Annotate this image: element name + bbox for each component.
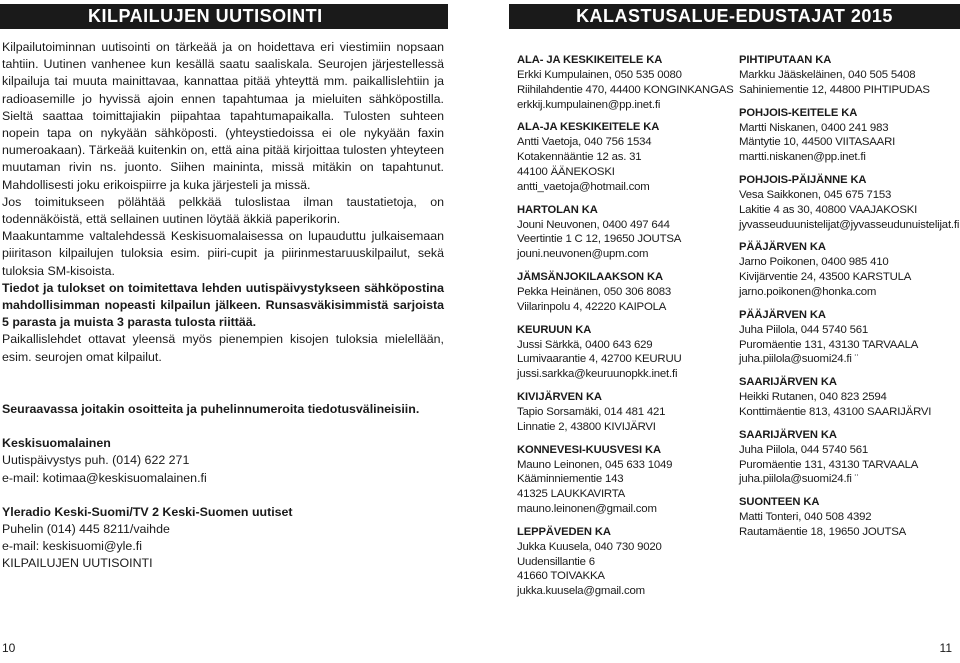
paragraph-bold: Tiedot ja tulokset on toimitettava lehden uutispäivystykseen sähköpostina mahdollisimman nopeasti kilpailun jälkeen. Runsasväkisimmistä sarjoista 5 parasta ja muista 3 parasta tulosta riittää. <box>2 280 444 330</box>
contact-line: Pekka Heinänen, 050 306 8083 <box>517 285 671 298</box>
contact-line: Linnatie 2, 43800 KIVIJÄRVI <box>517 420 656 433</box>
representative-entry <box>739 240 949 299</box>
contact-line: Mäntytie 10, 44500 VIITASAARI <box>739 136 896 149</box>
fishing-area-name: JÄMSÄNJOKILAAKSON KA <box>517 270 663 283</box>
representative-entry <box>517 270 727 315</box>
contact-line: jussi.sarkka@keuruunopkk.inet.fi <box>517 368 678 381</box>
contact-line: juha.piilola@suomi24.fi ¨ <box>739 473 859 486</box>
fishing-area-name: POHJOIS-PÄIJÄNNE KA <box>739 173 867 186</box>
representative-entry <box>517 390 727 435</box>
right-title-banner: KALASTUSALUE-EDUSTAJAT 2015 <box>509 4 960 29</box>
contact-line: Puromäentie 131, 43130 TARVAALA <box>739 458 919 471</box>
representative-entry <box>517 53 734 112</box>
contact-line: Jouni Neuvonen, 0400 497 644 <box>517 218 670 231</box>
representative-entry <box>739 428 949 487</box>
left-title-banner: KILPAILUJEN UUTISOINTI <box>0 4 448 29</box>
representatives-column-1 <box>517 53 734 607</box>
representative-entry <box>739 375 949 420</box>
contact-line: Jussi Särkkä, 0400 643 629 <box>517 338 653 351</box>
representative-entry <box>739 173 960 232</box>
fishing-area-name: KONNEVESI-KUUSVESI KA <box>517 443 661 456</box>
contact-line: Rautamäentie 18, 19650 JOUTSA <box>739 525 907 538</box>
contact-line: 41325 LAUKKAVIRTA <box>517 488 626 501</box>
contact-line: Heikki Rutanen, 040 823 2594 <box>739 391 887 404</box>
fishing-area-name: SAARIJÄRVEN KA <box>739 376 837 389</box>
contact-line: jukka.kuusela@gmail.com <box>517 585 645 598</box>
contact-line: Vesa Saikkonen, 045 675 7153 <box>739 188 892 201</box>
contact-line: 44100 ÄÄNEKOSKI <box>517 165 615 178</box>
fishing-area-name: SUONTEEN KA <box>739 496 820 509</box>
article-body <box>2 39 444 366</box>
contact-line: Uudensillantie 6 <box>517 555 595 568</box>
representative-entry <box>739 106 949 165</box>
contact-line: Jukka Kuusela, 040 730 9020 <box>517 540 662 553</box>
fishing-area-name: PÄÄJÄRVEN KA <box>739 308 826 321</box>
fishing-area-name: ALA-JA KESKIKEITELE KA <box>517 121 660 134</box>
contact-line: 41660 TOIVAKKA <box>517 570 605 583</box>
media-line: Puhelin (014) 445 8211/vaihde <box>2 522 170 537</box>
contact-line: Antti Vaetoja, 040 756 1534 <box>517 136 652 149</box>
fishing-area-name: HARTOLAN KA <box>517 203 598 216</box>
contact-line: mauno.leinonen@gmail.com <box>517 502 657 515</box>
fishing-area-name: PÄÄJÄRVEN KA <box>739 241 826 254</box>
contact-line: Viilarinpolu 4, 42220 KAIPOLA <box>517 300 667 313</box>
contact-line: Mauno Leinonen, 045 633 1049 <box>517 458 673 471</box>
fishing-area-name: SAARIJÄRVEN KA <box>739 428 837 441</box>
contact-line: erkkij.kumpulainen@pp.inet.fi <box>517 98 661 111</box>
contact-line: Lakitie 4 as 30, 40800 VAAJAKOSKI <box>739 203 918 216</box>
paragraph: Kilpailutoiminnan uutisointi on tärkeää ja on hoidettava eri viestimiin nopsaan tahtiin. Uutinen vanhenee kun kesällä saatu saaliskala. Seurojen järjestellessä kilpailuja tai muuta mainittavaa, kannattaa pitää yhteyttä mm. paikallislehtiin ja radioasemille jo hyvissä ajoin ennen tapahtumaa ja mieluiten sähköpostilla. Sieltä saattaa toimittajiakin piipahtaa tapahtumapaikalla. Tulosten suhteen nopein tapa on nykyään sähköposti. (yhteystiedoissa ei ole nykyään faxin numeroakaan). Tärkeää kuitenkin on, että aina pitää kirjoittaa tulosten yhteyteen muutaman rivin ns. juonto. Siihen maininta, missä mitäkin on tapahtunut. Mahdollisesti joku erikoispiirre ja kuka järjesteli ja missä. <box>2 40 444 192</box>
contact-line: Kivijärventie 24, 43500 KARSTULA <box>739 271 912 284</box>
contact-line: Kääminniementie 143 <box>517 473 624 486</box>
contacts-intro: Seuraavassa joitakin osoitteita ja puhelinnumeroita tiedotusvälineisiin. <box>2 402 420 416</box>
fishing-area-name: POHJOIS-KEITELE KA <box>739 106 858 119</box>
representatives-column-2 <box>739 53 960 548</box>
contact-line: Kotakennääntie 12 as. 31 <box>517 151 642 164</box>
media-name: Yleradio Keski-Suomi/TV 2 Keski-Suomen uutiset <box>2 504 293 519</box>
contact-line: martti.niskanen@pp.inet.fi <box>739 151 866 164</box>
fishing-area-name: KEURUUN KA <box>517 323 592 336</box>
representative-entry <box>739 495 949 540</box>
representative-entry <box>517 443 727 517</box>
representative-entry <box>739 53 949 98</box>
contact-line: jyvasseuduunistelijat@jyvasseudunuistelijat.fi <box>739 218 960 231</box>
representative-entry <box>517 203 727 262</box>
representative-entry <box>517 323 727 382</box>
contact-line: Markku Jääskeläinen, 040 505 5408 <box>739 69 916 81</box>
right-page <box>480 0 960 663</box>
contact-line: Juha Piilola, 044 5740 561 <box>739 323 869 336</box>
contact-line: Veertintie 1 C 12, 19650 JOUTSA <box>517 233 682 246</box>
contact-line: jouni.neuvonen@upm.com <box>517 248 649 261</box>
paragraph: Paikallislehdet ottavat yleensä myös pienempien kisojen tuloksia mielellään, esim. seurojen omat kilpailut. <box>2 332 444 364</box>
contact-line: Tapio Sorsamäki, 014 481 421 <box>517 405 666 418</box>
fishing-area-name: KIVIJÄRVEN KA <box>517 390 602 403</box>
media-line: e-mail: kotimaa@keskisuomalainen.fi <box>2 470 207 485</box>
representative-entry <box>739 308 949 367</box>
contact-line: Jarno Poikonen, 0400 985 410 <box>739 256 889 269</box>
page-number: 10 <box>2 641 16 655</box>
contact-line: Riihilahdentie 470, 44400 KONGINKANGAS <box>517 83 734 96</box>
contact-line: Sahiniementie 12, 44800 PIHTIPUDAS <box>739 83 930 96</box>
media-line: KILPAILUJEN UUTISOINTI <box>2 556 153 571</box>
contact-line: antti_vaetoja@hotmail.com <box>517 180 650 193</box>
paragraph: Jos toimitukseen pölähtää pelkkää tuloslistaa ilman taustatietoja, on todennäköistä, että sellainen uutinen löytää äkkiä paperikorin. <box>2 194 444 227</box>
contact-line: Juha Piilola, 044 5740 561 <box>739 443 869 456</box>
contact-line: juha.piilola@suomi24.fi ¨ <box>739 353 859 366</box>
representative-entry <box>517 120 727 194</box>
fishing-area-name: LEPPÄVEDEN KA <box>517 525 611 538</box>
contact-line: Erkki Kumpulainen, 050 535 0080 <box>517 69 682 81</box>
contact-line: jarno.poikonen@honka.com <box>739 285 877 298</box>
media-name: Keskisuomalainen <box>2 436 111 451</box>
paragraph: Maakuntamme valtalehdessä Keskisuomalaisessa on lupauduttu julkaisemaan piiritason kilpailujen tuloksia esim. piiri-cupit ja piirinmestaruuskilpailut, sekä tuloksia SM-kisoista. <box>2 229 444 278</box>
contact-line: Martti Niskanen, 0400 241 983 <box>739 121 889 134</box>
contact-line: Matti Tonteri, 040 508 4392 <box>739 511 872 524</box>
media-line: e-mail: keskisuomi@yle.fi <box>2 539 142 554</box>
page-number: 11 <box>939 641 952 655</box>
contact-line: Konttimäentie 813, 43100 SAARIJÄRVI <box>739 405 932 418</box>
fishing-area-name: ALA- JA KESKIKEITELE KA <box>517 54 663 66</box>
media-line: Uutispäivystys puh. (014) 622 271 <box>2 453 190 468</box>
fishing-area-name: PIHTIPUTAAN KA <box>739 54 832 66</box>
media-contacts <box>2 401 444 573</box>
contact-line: Puromäentie 131, 43130 TARVAALA <box>739 338 919 351</box>
contact-line: Lumivaarantie 4, 42700 KEURUU <box>517 353 682 366</box>
representative-entry <box>517 525 727 599</box>
